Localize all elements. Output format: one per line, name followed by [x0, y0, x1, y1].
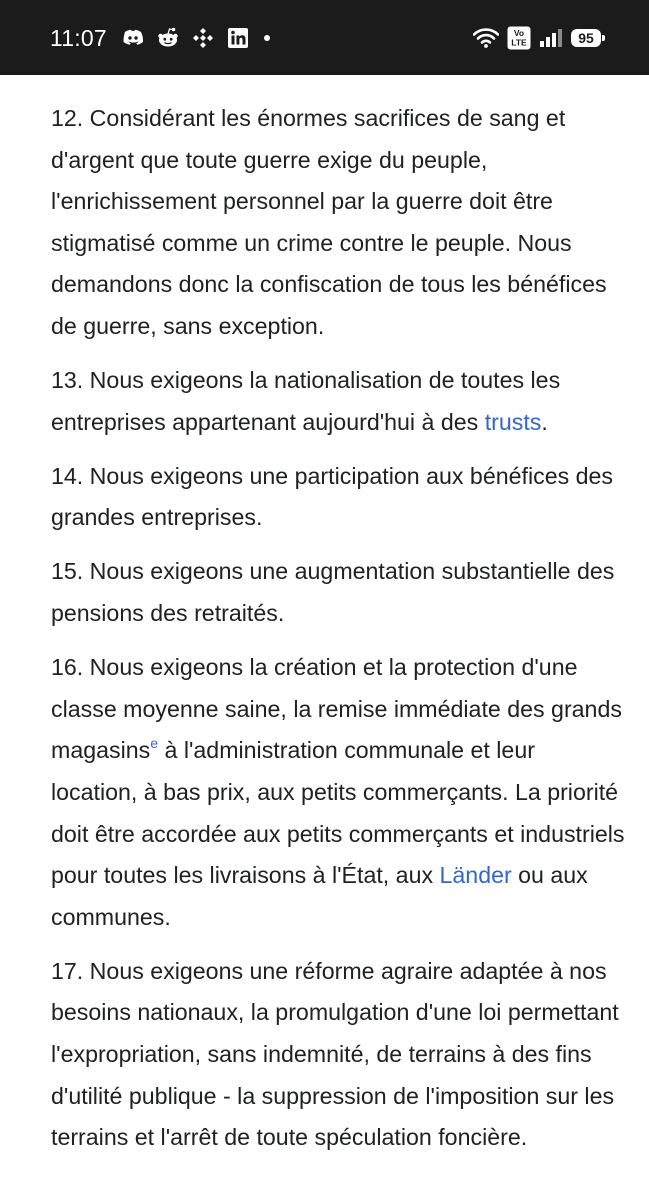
- paragraph-16: [51, 647, 626, 938]
- paragraph-16-middle: à l'administration communale et leur location, à bas prix, aux petits commerçants. La priorité doit être accordée aux petits commerçants et industriels pour toutes les livraisons à l'État, aux: [51, 737, 625, 889]
- paragraph-12: 12. Considérant les énormes sacrifices de sang et d'argent que toute guerre exige du peuple, l'enrichissement personnel par la guerre doit être stigmatisé comme un crime contre le peuple. Nous demandons donc la confiscation de tous les bénéfices de guerre, sans exception.: [51, 105, 607, 339]
- signal-icon: [539, 28, 563, 48]
- paragraph-13: [51, 360, 626, 443]
- article-content: [51, 98, 626, 1171]
- clock: 11:07: [50, 24, 107, 51]
- footnote-e-link[interactable]: e: [150, 734, 159, 751]
- battery-indicator: 95: [571, 29, 601, 47]
- lander-link[interactable]: Länder: [439, 862, 512, 889]
- discord-icon: [121, 26, 145, 50]
- trusts-link[interactable]: trusts: [484, 408, 542, 435]
- wifi-icon: [473, 28, 499, 48]
- paragraph-14: 14. Nous exigeons une participation aux bénéfices des grandes entreprises.: [51, 462, 614, 531]
- binance-icon: [191, 26, 215, 50]
- paragraph-13-end: .: [541, 408, 548, 435]
- volte-bottom-text: LTE: [511, 37, 527, 48]
- paragraph-16-text: 16. Nous exigeons la création et la protection d'une classe moyenne saine, la remise immédiate des grands magasins: [51, 654, 622, 764]
- volte-top-text: Vo: [513, 28, 525, 38]
- status-right: [465, 22, 601, 54]
- paragraph-13-text: 13. Nous exigeons la nationalisation de toutes les entreprises appartenant aujourd'hui à des: [51, 367, 561, 435]
- status-left: [50, 22, 270, 54]
- paragraph-17: 17. Nous exigeons une réforme agraire adaptée à nos besoins nationaux, la promulgation d'une loi permettant l'expropriation, sans indemnité, de terrains à des fins d'utilité publique - la suppression de l'imposition sur les terrains et l'arrêt de toute spéculation foncière.: [51, 957, 619, 1151]
- more-notifications-dot: [264, 35, 270, 41]
- paragraph-16-end: ou aux communes.: [51, 862, 588, 930]
- paragraph-15: 15. Nous exigeons une augmentation substantielle des pensions des retraités.: [51, 558, 615, 627]
- volte-icon: [507, 26, 531, 50]
- linkedin-icon: [226, 26, 250, 50]
- reddit-icon: [156, 26, 180, 50]
- status-bar: [0, 0, 649, 75]
